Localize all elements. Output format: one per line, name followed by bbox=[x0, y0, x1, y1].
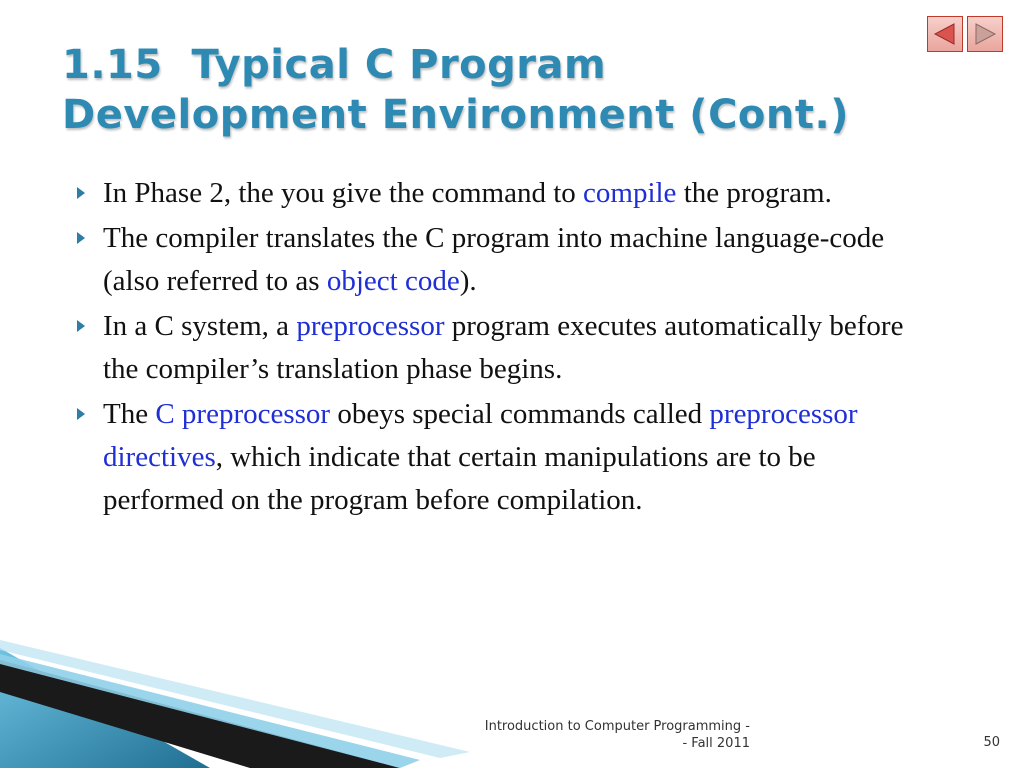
page-number: 50 bbox=[983, 735, 1000, 750]
bullet-item bbox=[70, 305, 940, 391]
highlighted-term: preprocessor directives bbox=[103, 398, 858, 473]
highlighted-term: compile bbox=[583, 177, 677, 209]
previous-slide-button[interactable] bbox=[927, 16, 963, 52]
highlighted-term: preprocessor bbox=[296, 310, 445, 342]
right-arrow-icon bbox=[972, 22, 998, 46]
footer-line-1: Introduction to Computer Programming - bbox=[484, 719, 750, 734]
bullet-list bbox=[70, 172, 940, 524]
bullet-arrow-icon bbox=[77, 232, 85, 244]
bullet-arrow-icon bbox=[77, 408, 85, 420]
slide-navigation bbox=[927, 16, 1003, 52]
bullet-item bbox=[70, 393, 940, 522]
bullet-text: The bbox=[103, 398, 156, 430]
title-line-2: Development Environment (Cont.) bbox=[62, 92, 849, 138]
bullet-text: , which indicate that certain manipulations are to be performed on the program before compilation. bbox=[103, 441, 816, 516]
bullet-item bbox=[70, 217, 940, 303]
highlighted-term: C preprocessor bbox=[155, 398, 331, 430]
left-arrow-icon bbox=[932, 22, 958, 46]
bullet-item bbox=[70, 172, 940, 215]
bullet-arrow-icon bbox=[77, 187, 85, 199]
bullet-text: In Phase 2, the you give the command to bbox=[103, 177, 584, 209]
bullet-text: the program. bbox=[676, 177, 832, 209]
bullet-text: program executes automatically before the compiler’s translation phase begins. bbox=[103, 310, 904, 385]
footer-course bbox=[430, 718, 750, 752]
bullet-text: ). bbox=[459, 265, 477, 297]
next-slide-button[interactable] bbox=[967, 16, 1003, 52]
bullet-text: In a C system, a bbox=[103, 310, 297, 342]
slide-title bbox=[62, 40, 922, 140]
title-line-1: 1.15 Typical C Program bbox=[62, 42, 607, 88]
bullet-text: obeys special commands called bbox=[330, 398, 710, 430]
bullet-arrow-icon bbox=[77, 320, 85, 332]
footer-line-2: - Fall 2011 bbox=[682, 736, 750, 751]
highlighted-term: object code bbox=[326, 265, 460, 297]
bullet-text: The compiler translates the C program into machine language-code (also referred to as bbox=[103, 222, 885, 297]
